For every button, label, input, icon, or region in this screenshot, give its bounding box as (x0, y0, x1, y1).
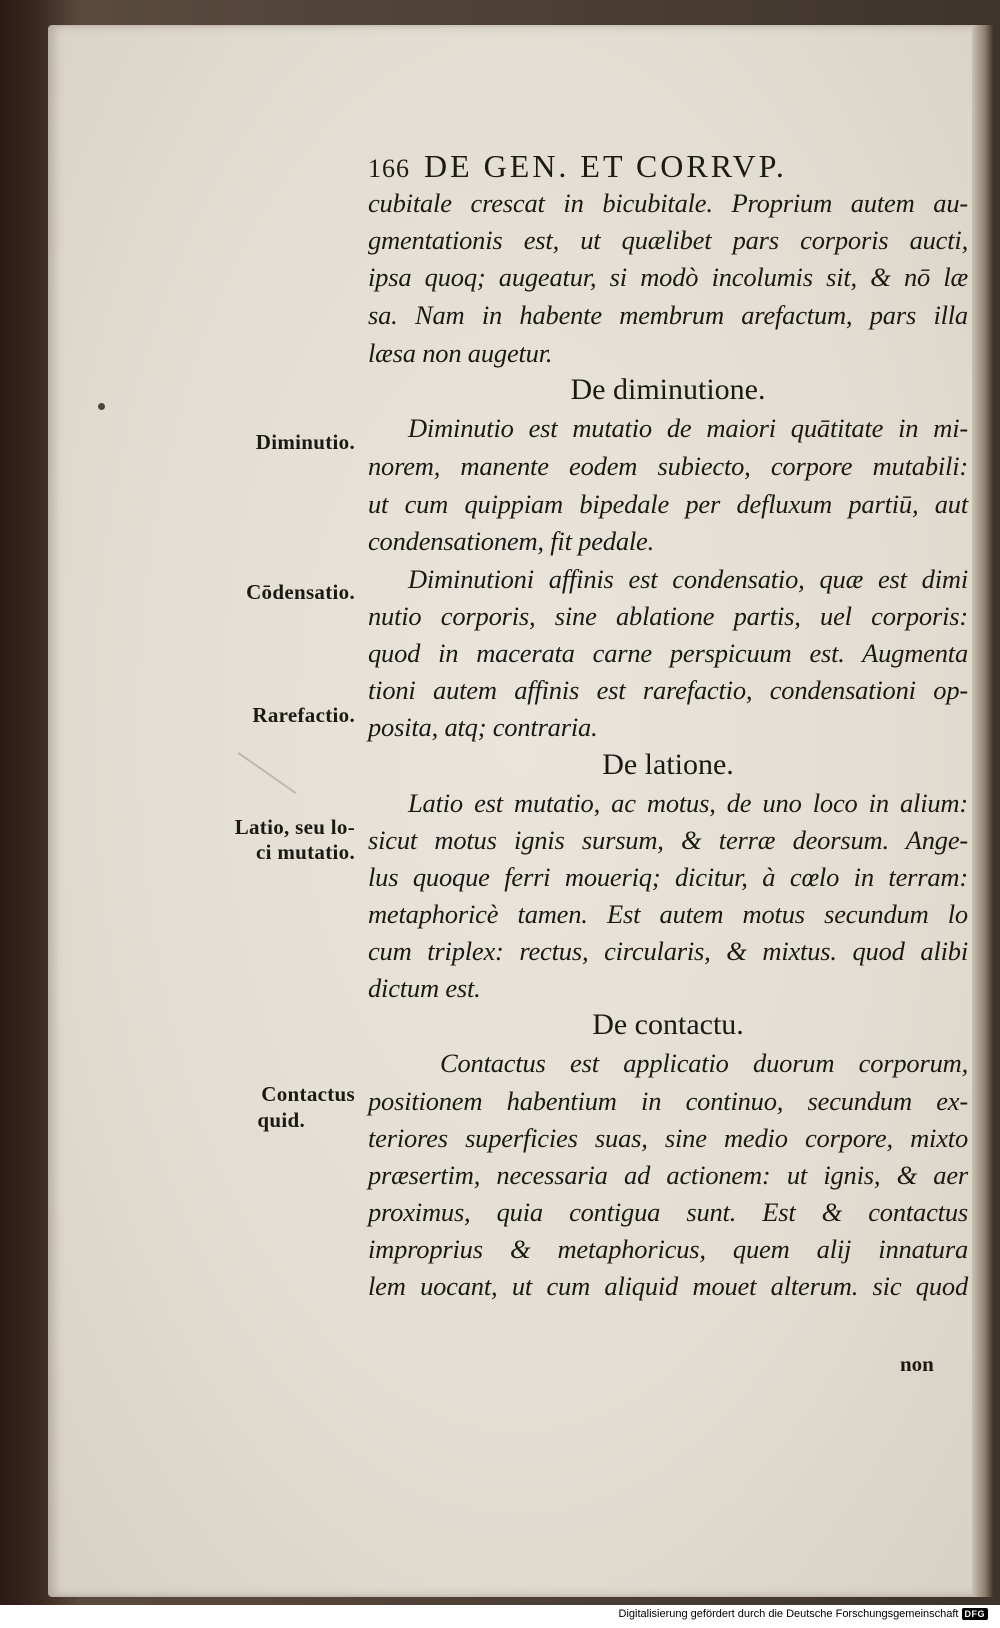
section-heading-contactu: De contactu. (592, 1008, 744, 1041)
text-line: gmentationis est, ut quælibet pars corporis aucti, (368, 225, 968, 255)
margin-note-latio-cont: ci mutatio. (256, 840, 355, 864)
page-edge (972, 25, 994, 1597)
text-line: Latio est mutatio, ac motus, de uno loco in alium: (408, 788, 968, 818)
text-line: Diminutioni affinis est condensatio, quæ est dimi (408, 564, 968, 594)
text-line: tioni autem affinis est rarefactio, condensationi op- (368, 675, 968, 705)
running-head-title: DE GEN. ET CORRVP. (424, 148, 787, 184)
text-line: positionem habentium in continuo, secundum ex- (368, 1086, 968, 1116)
text-line: sicut motus ignis sursum, & terræ deorsum. Ange- (368, 825, 968, 855)
text-line: dictum est. (368, 973, 481, 1003)
digitization-credit (619, 1608, 988, 1620)
margin-note-diminutio: Diminutio. (255, 430, 355, 454)
text-line: cubitale crescat in bicubitale. Proprium autem au- (368, 188, 968, 218)
text-line: nutio corporis, sine ablatione partis, uel corporis: (368, 601, 968, 631)
text-line: metaphoricè tamen. Est autem motus secundum lo (368, 899, 968, 929)
ink-dot (98, 403, 105, 410)
text-line: teriores superficies suas, sine medio corpore, mixto (368, 1123, 968, 1153)
text-line: ipsa quoq; augeatur, si modò incolumis sit, & nō læ (368, 262, 968, 292)
text-line: lus quoque ferri moueriq; dicitur, à cœlo in terram: (368, 862, 968, 892)
dfg-logo: DFG (962, 1608, 989, 1620)
margin-note-quid: quid. (257, 1108, 305, 1132)
text-line: norem, manente eodem subiecto, corpore mutabili: (368, 451, 968, 481)
margin-note-contactus: Contactus (261, 1082, 355, 1106)
text-line: præsertim, necessaria ad actionem: ut ignis, & aer (368, 1160, 968, 1190)
text-line: quod in macerata carne perspicuum est. Augmenta (368, 638, 968, 668)
catchword: non (900, 1352, 934, 1376)
text-line: lem uocant, ut cum aliquid mouet alterum. sic quod (368, 1271, 968, 1301)
running-header (368, 148, 928, 185)
margin-note-latio: Latio, seu lo- (234, 815, 355, 839)
text-line: improprius & metaphoricus, quem alij innatura (368, 1234, 968, 1264)
text-line: Contactus est applicatio duorum corporum, (440, 1048, 968, 1078)
text-line: læsa non augetur. (368, 338, 553, 368)
text-line: condensationem, fit pedale. (368, 526, 655, 556)
text-line: Diminutio est mutatio de maiori quātitate in mi- (408, 413, 968, 443)
text-line: sa. Nam in habente membrum arefactum, pars illa (368, 300, 968, 330)
text-line: posita, atq; contraria. (368, 712, 598, 742)
text-line: proximus, quia contigua sunt. Est & contactus (368, 1197, 968, 1227)
margin-note-rarefactio: Rarefactio. (252, 703, 355, 727)
margin-note-condensatio: Cōdensatio. (246, 580, 355, 604)
section-heading-latione: De latione. (602, 748, 734, 781)
page-number: 166 (368, 154, 410, 183)
credit-text: Digitalisierung gefördert durch die Deutsche Forschungsgemeinschaft (618, 1608, 959, 1620)
text-line: cum triplex: rectus, circularis, & mixtus. quod alibi (368, 936, 968, 966)
section-heading-diminutione: De diminutione. (570, 373, 766, 406)
text-line: ut cum quippiam bipedale per defluxum partiū, aut (368, 489, 968, 519)
